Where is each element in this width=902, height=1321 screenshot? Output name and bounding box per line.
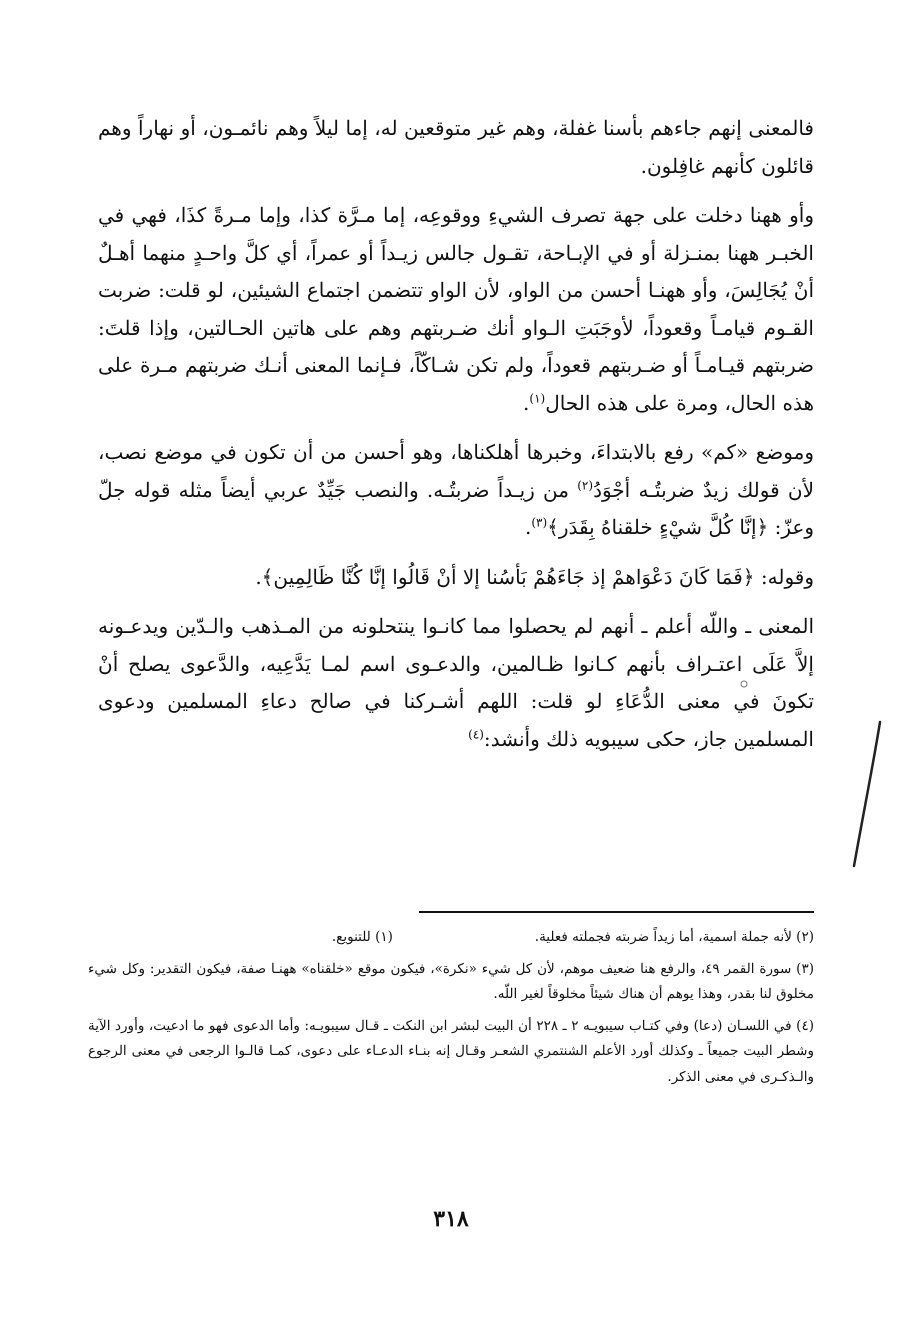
footnote-ref-3: (٣) — [531, 515, 548, 530]
ornament-dot-icon — [736, 676, 752, 692]
footnote-ref-2: (٢) — [577, 477, 594, 492]
paragraph-3: وموضع «كم» رفع بالابتداءَ، وخبرها أهلكناها، وهو أحسن من أن تكون في موضع نصب، لأن قولك زيدٌ ضربتُـه أجْوَدُ$^{(٢)}$ من زيـداً ضربتُـه. والنصب جَيِّدٌ عربي أيضاً مثله قوله جلّ وعزّ: ﴿إنَّا كُلَّ شيْءٍ خلقناهُ بِقَدَر﴾$^{(٣)}$. — [98, 440, 814, 539]
paragraph-4: وقوله: ﴿فَمَا كَانَ دَعْوَاهمْ إذ جَاءَهُمْ بَأسُنا إلا أنْ قَالُوا إنَّا كُنَّا ظَالِمِين﴾. — [255, 564, 814, 589]
pen-stroke-mark — [850, 720, 890, 870]
paragraph-2: وأو ههنا دخلت على جهة تصرف الشيءِ ووقوعِه، إما مـرَّة كذا، وإما مـرةً كذَا، فهي في الخبـر ههنا بمنـزلة أو في الإبـاحة، تقـول جالس زيـداً أو عمراً، أي كلَّ واحـدٍ منهما أهـلٌ أنْ يُجَالِسَ، وأو ههنـا أحسن من الواو، لأن الواو تتضمن اجتماع الشيئين، لو قلت: ضربت القـوم قيامـاً وقعوداً، لأوجَبَتِ الـواو أنك ضـربتهم وهم على هاتين الحـالتين، وإذا قلتَ: ضربتهم قيـامـاً أو ضـربتهم قعوداً، ولم تكن شـاكّاً، فـإنما المعنى أنـك ضربتهم مـرة على هذه الحال، ومرة على هذه الحال$^{(١)}$. — [98, 203, 814, 415]
main-text — [98, 110, 814, 758]
footnotes — [88, 925, 814, 1096]
paragraph-5-text: المعنى ـ واللّه أعلم ـ أنهم لم يحصلوا مما كانـوا ينتحلونه من المـذهب والـدّين ويدعـونه إلاَّ عَلَى اعتـراف بأنهم كـانوا ظـالمين، والدعـوى اسم لمـا يَدَّعِيه، والدَّعوى يصلح أنْ تكونَ في معنى الدُّعَاءِ لو قلت: اللهم أشـركنا في صالح دعاءِ المسلمين ودعوى المسلمين جاز، حكى سيبويه ذلك وأنشد: — [98, 614, 814, 751]
footnote-1: (١) للتنويع. — [331, 929, 393, 945]
footnote-4: (٤) في اللسـان (دعا) وفي كتـاب سيبويـه ٢ ـ ٢٢٨ أن البيت لبشر ابن النكت ـ قـال سيبويـه: وأما الدعوى فهو ما ادعيت، وأورد الآية وشطر البيت جميعاً ـ وكذلك أورد الأعلم الشنتمري الشعـر وقـال إنه بنـاء الدعـاء على دعوى، كمـا قالـوا الرجعى في معنى الرجوع والـذكـرى في معنى الذكر. — [88, 1017, 814, 1085]
paragraph-1: فالمعنى إنهم جاءهم بأسنا غفلة، وهم غير متوقعين له، إما ليلاً وهم نائمـون، أو نهاراً وهم قائلون كأنهم غافِلون. — [98, 116, 814, 178]
footnote-3: (٣) سورة القمر ٤٩، والرفع هنا ضعيف موهم، لأن كل شيء «نكرة»، فيكون موقع «خلقناه» ههنـا صفة، فيكون التقدير: وكل شيء مخلوق لنا بقدر، وهذا يوهم أن هناك شيئاً مخلوقاً لغير اللّه. — [88, 960, 814, 1002]
paragraph-3-text: وموضع «كم» رفع بالابتداءَ، وخبرها أهلكناها، وهو أحسن من أن تكون في موضع نصب، لأن قولك زيدٌ ضربتُـه أجْوَدُ — [98, 440, 814, 502]
paragraph-2-text: وأو ههنا دخلت على جهة تصرف الشيءِ ووقوعِه، إما مـرَّة كذا، وإما مـرةً كذَا، فهي في الخبـر ههنا بمنـزلة أو في الإبـاحة، تقـول جالس زيـداً أو عمراً، أي كلَّ واحـدٍ منهما أهـلٌ أنْ يُجَالِسَ، وأو ههنـا أحسن من الواو، لأن الواو تتضمن اجتماع الشيئين، لو قلت: ضربت القـوم قيامـاً وقعوداً، لأوجَبَتِ الـواو أنك ضـربتهم وهم على هاتين الحـالتين، وإذا قلتَ: ضربتهم قيـامـاً أو ضـربتهم قعوداً، ولم تكن شـاكّاً، فـإنما المعنى أنـك ضربتهم مـرة على هذه الحال، ومرة على هذه الحال — [98, 203, 814, 415]
footnote-ref-1: (١) — [529, 390, 546, 405]
paragraph-5 — [98, 608, 814, 758]
page-number: ٣١٨ — [433, 1206, 469, 1232]
footnote-separator — [419, 911, 814, 913]
footnote-2: (٢) لأنه جملة اسمية، أما زيداً ضربته فجملته فعلية. — [534, 929, 814, 945]
footnote-ref-4: (٤) — [468, 726, 484, 741]
footnote-row-1 — [88, 925, 814, 951]
paragraph-3-tail: من زيـداً ضربتُـه. والنصب جَيِّدٌ عربي أيضاً مثله قوله جلّ وعزّ: ﴿إنَّا كُلَّ شيْءٍ خلقناهُ بِقَدَر﴾ — [98, 477, 814, 539]
